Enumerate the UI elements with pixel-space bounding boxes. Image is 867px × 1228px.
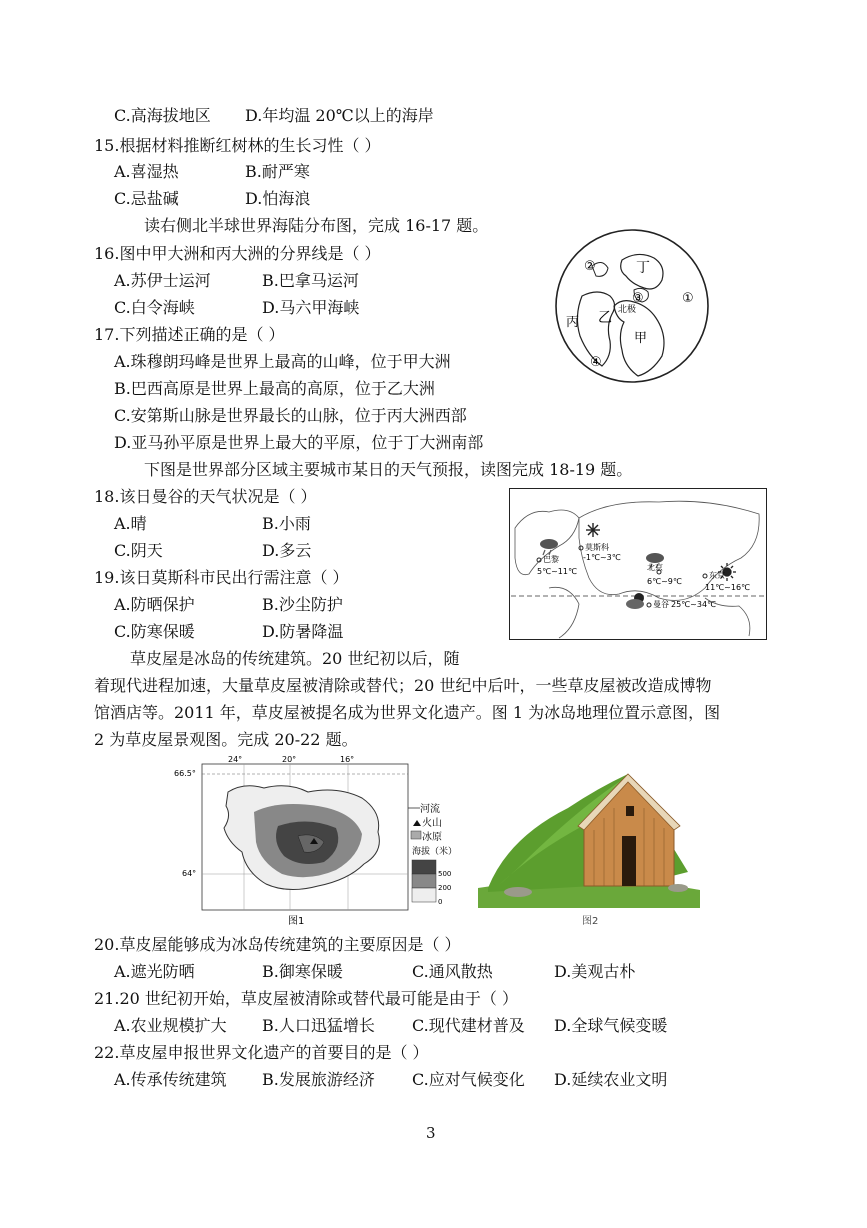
q19-option-d: D.防暑降温 [262,622,344,641]
q19-option-b: B.沙尘防护 [262,595,343,614]
q16-stem: 16.图中甲大洲和丙大洲的分界线是（ ） [94,244,381,263]
polar-label-bing: 丙 [566,315,580,330]
fig2-caption: 图2 [582,916,599,927]
q14-option-c: C.高海拔地区 [114,106,211,125]
weather-map [509,488,767,644]
legend-500: 500 [438,870,452,878]
polar-label-2: ② [584,259,596,274]
lon-20: 20° [282,755,297,764]
intro-20-line3: 馆酒店等。2011 年，草皮屋被提名成为世界文化遗产。图 1 为冰岛地理位置示意图，图 [94,703,721,722]
q21-option-d: D.全球气候变暖 [554,1016,668,1035]
q18-option-b: B.小雨 [262,514,311,533]
north-polar-map [552,226,712,390]
legend-glacier: 冰原 [422,832,442,843]
q18-option-c: C.阴天 [114,541,163,560]
legend-volcano: 火山 [422,818,442,829]
city-beijing: 北京 [647,563,663,572]
q19-option-a: A.防晒保护 [114,595,195,614]
city-bangkok: 曼谷 [653,600,669,609]
polar-label-ding: 丁 [636,260,650,276]
q15-stem: 15.根据材料推断红树林的生长习性（ ） [94,136,381,155]
q17-stem: 17.下列描述正确的是（ ） [94,325,285,344]
q17-option-a: A.珠穆朗玛峰是世界上最高的山峰，位于甲大洲 [114,352,451,371]
temp-bangkok: 25℃~34℃ [671,600,717,609]
q15-option-b: B.耐严寒 [245,162,310,181]
iceland-map [168,752,458,932]
q19-stem: 19.该日莫斯科市民出行需注意（ ） [94,568,349,587]
polar-label-jia: 甲 [634,331,648,346]
q20-option-a: A.遮光防晒 [114,962,195,981]
q22-option-a: A.传承传统建筑 [114,1070,227,1089]
temp-tokyo: 11℃~16℃ [705,583,751,592]
q17-option-c: C.安第斯山脉是世界最长的山脉，位于丙大洲西部 [114,406,467,425]
temp-beijing: 6℃~9℃ [647,577,682,586]
q20-option-d: D.美观古朴 [554,962,636,981]
q20-option-c: C.通风散热 [412,962,493,981]
q16-option-a: A.苏伊士运河 [114,271,211,290]
legend-elevation: 海拔（米） [412,847,458,857]
lon-16: 16° [340,755,355,764]
temp-moscow: -1℃~3℃ [583,553,621,562]
city-tokyo: 东京 [709,571,725,580]
intro-20-line1: 草皮屋是冰岛的传统建筑。20 世纪初以后，随 [130,649,460,668]
q15-option-c: C.忌盐碱 [114,189,179,208]
legend-0: 0 [438,898,443,906]
q21-option-b: B.人口迅猛增长 [262,1016,375,1035]
polar-label-north-pole: 北极 [618,305,637,315]
q18-option-d: D.多云 [262,541,312,560]
q14-option-d: D.年均温 20℃以上的海岸 [245,106,434,125]
q18-stem: 18.该日曼谷的天气状况是（ ） [94,487,317,506]
turf-house-photo [478,768,700,932]
q16-option-b: B.巴拿马运河 [262,271,359,290]
q15-option-d: D.怕海浪 [245,189,311,208]
intro-20-line4: 2 为草皮屋景观图。完成 20-22 题。 [94,730,358,749]
q21-option-c: C.现代建材普及 [412,1016,525,1035]
q16-option-d: D.马六甲海峡 [262,298,360,317]
q22-stem: 22.草皮屋申报世界文化遗产的首要目的是（ ） [94,1043,429,1062]
fig1-caption: 图1 [288,916,305,927]
legend-200: 200 [438,884,452,892]
intro-20-line2: 着现代进程加速，大量草皮屋被清除或替代；20 世纪中后叶，一些草皮屋被改造成博物 [94,676,712,695]
q16-option-c: C.白令海峡 [114,298,195,317]
q17-option-d: D.亚马孙平原是世界上最大的平原，位于丁大洲南部 [114,433,484,452]
city-moscow: 莫斯科 [585,543,609,552]
lon-24: 24° [228,755,243,764]
q15-option-a: A.喜湿热 [114,162,179,181]
q20-option-b: B.御寒保暖 [262,962,343,981]
q17-option-b: B.巴西高原是世界上最高的高原，位于乙大洲 [114,379,435,398]
lat-66-5: 66.5° [174,769,196,778]
legend-river: 河流 [420,804,440,815]
polar-label-yi: 乙 [598,310,612,326]
intro-16-17: 读右侧北半球世界海陆分布图，完成 16-17 题。 [144,216,489,235]
city-paris: 巴黎 [543,555,559,564]
q22-option-b: B.发展旅游经济 [262,1070,375,1089]
lat-64: 64° [182,869,197,878]
q22-option-d: D.延续农业文明 [554,1070,668,1089]
q18-option-a: A.晴 [114,514,147,533]
intro-18-19: 下图是世界部分区域主要城市某日的天气预报，读图完成 18-19 题。 [144,460,633,479]
q19-option-c: C.防寒保暖 [114,622,195,641]
q21-stem: 21.20 世纪初开始，草皮屋被清除或替代最可能是由于（ ） [94,989,518,1008]
page-number: 3 [426,1124,436,1142]
polar-label-1: ① [682,291,694,306]
polar-label-4: ④ [590,355,602,370]
q22-option-c: C.应对气候变化 [412,1070,525,1089]
polar-label-3: ③ [632,291,644,306]
q21-option-a: A.农业规模扩大 [114,1016,227,1035]
temp-paris: 5℃~11℃ [537,567,577,576]
q20-stem: 20.草皮屋能够成为冰岛传统建筑的主要原因是（ ） [94,935,461,954]
